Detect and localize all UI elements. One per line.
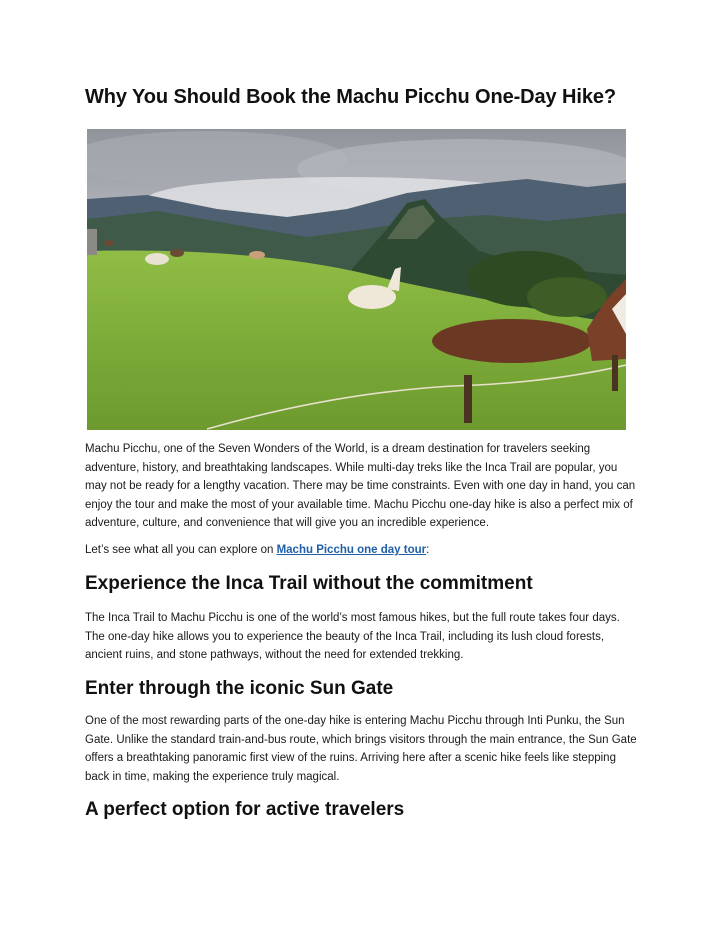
page-title: Why You Should Book the Machu Picchu One-Day Hike?	[85, 86, 616, 108]
intro-paragraph: Machu Picchu, one of the Seven Wonders of the World, is a dream destination for travelers seeking adventure, history, and breathtaking landscapes. While multi-day treks like the Inca Trail are popular, you may not be ready for a lengthy vacation. There may be time constraints. Even with one day in hand, you can enjoy the tour and make the most of your available time. Machu Picchu one-day hike is also a perfect mix of adventure, culture, and convenience that will give you an incredible experience.	[85, 443, 636, 530]
section-heading-sun-gate: Enter through the iconic Sun Gate	[85, 678, 394, 699]
section-heading-active-travelers: A perfect option for active travelers	[85, 799, 405, 820]
section-body-sun-gate: One of the most rewarding parts of the one-day hike is entering Machu Picchu through Inti Punku, the Sun Gate. Unlike the standard train-and-bus route, which brings visitors through the main entrance, the Sun Gate offers a breathtaking panoramic first view of the ruins. Arriving here after a scenic hike feels like stepping back in time, making the experience truly magical.	[85, 715, 637, 783]
section-body-inca-trail: The Inca Trail to Machu Picchu is one of the world’s most famous hikes, but the full route takes four days. The one-day hike allows you to experience the beauty of the Inca Trail, including its lush cloud forests, ancient ruins, and stone pathways, without the need for extended trekking.	[85, 612, 620, 662]
machu-picchu-tour-link[interactable]: Machu Picchu one day tour	[276, 544, 427, 556]
machu-picchu-llama-photo	[87, 129, 626, 430]
explore-paragraph	[85, 541, 637, 560]
explore-prefix: Let’s see what all you can explore on	[85, 544, 277, 556]
explore-suffix: :	[426, 544, 430, 556]
section-heading-inca-trail: Experience the Inca Trail without the commitment	[85, 573, 533, 594]
